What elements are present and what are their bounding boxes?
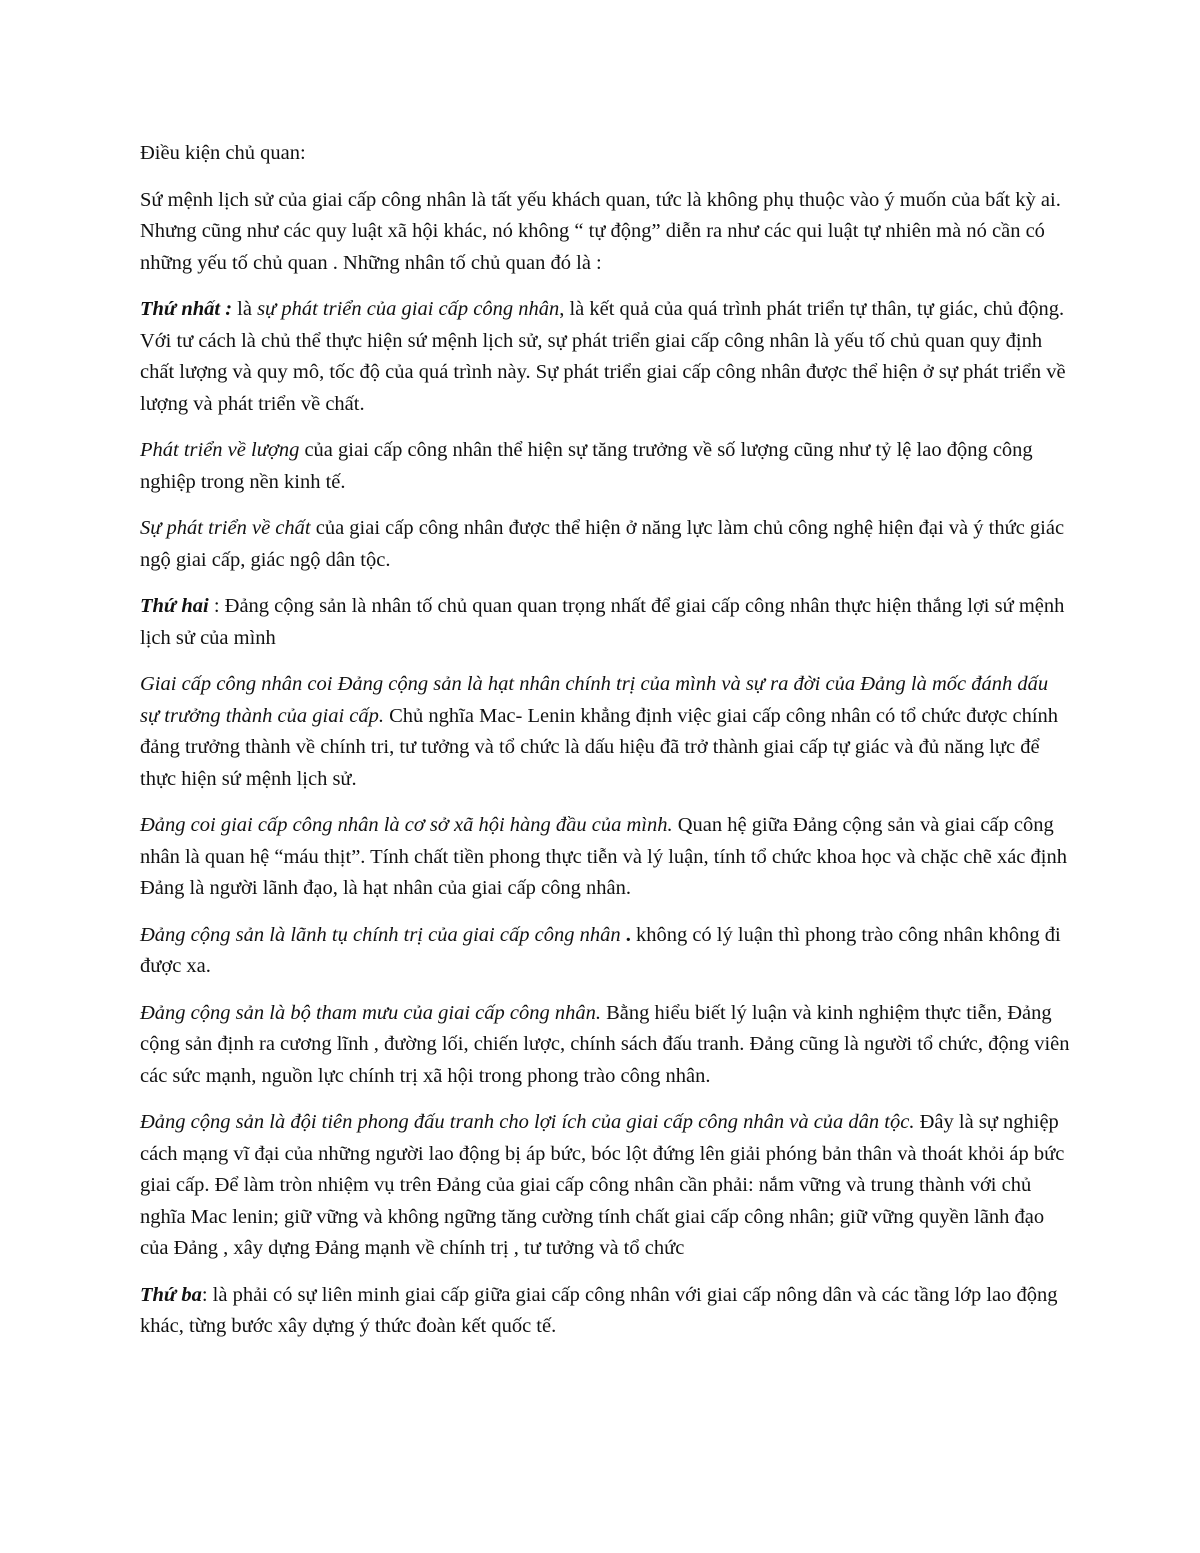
third-factor-label: Thứ ba <box>140 1283 202 1306</box>
quantity-text: của giai cấp công nhân thể hiện sự tăng trưởng về số lượng cũng như tỷ lệ lao động công nghiệp trong nền kinh tế. <box>140 439 1033 493</box>
party-leader-text: không có lý luận thì phong trào công nhân không đi được xa. <box>140 923 1061 977</box>
party-vanguard-emphasis: Đảng cộng sản là đội tiên phong đấu tranh cho lợi ích của giai cấp công nhân và của dân tộc. <box>140 1111 915 1133</box>
second-factor-text: : Đảng cộng sản là nhân tố chủ quan quan trọng nhất để giai cấp công nhân thực hiện thắng lợi sứ mệnh lịch sử của mình <box>140 595 1065 649</box>
first-factor-connector: là <box>232 298 258 320</box>
paragraph-party-social-base <box>140 810 1070 905</box>
first-factor-emphasis: sự phát triển của giai cấp công nhân <box>257 298 560 320</box>
first-factor-text: , là kết quả của quá trình phát triển tự thân, tự giác, chủ động. Với tư cách là chủ thể thực hiện sứ mệnh lịch sử, sự phát triển giai cấp công nhân là yếu tố chủ quan quy định chất lượng và quy mô, tốc độ của quá trình này. Sự phát triển giai cấp công nhân được thể hiện ở sự phát triển về lượng và phát triển về chất. <box>140 298 1066 415</box>
party-social-base-text: Quan hệ giữa Đảng cộng sản và giai cấp công nhân là quan hệ “máu thịt”. Tính chất tiền phong thực tiễn và lý luận, tính tổ chức khoa học và chặc chẽ xác định Đảng là người lãnh đạo, là hạt nhân của giai cấp công nhân. <box>140 814 1067 899</box>
paragraph-party-vanguard <box>140 1107 1070 1265</box>
intro-paragraph <box>140 185 1070 280</box>
heading-text: Điều kiện chủ quan: <box>140 142 306 164</box>
party-nucleus-emphasis: Giai cấp công nhân coi Đảng cộng sản là hạt nhân chính trị của mình và sự ra đời của Đảng là mốc đánh dấu sự trưởng thành của giai cấp. <box>140 673 1049 727</box>
paragraph-quality-development <box>140 513 1070 576</box>
party-staff-text: Bằng hiểu biết lý luận và kinh nghiệm thực tiễn, Đảng cộng sản định ra cương lĩnh , đường lối, chiến lược, chính sách đấu tranh. Đảng cũng là người tổ chức, động viên các sức mạnh, nguồn lực chính trị xã hội trong phong trào công nhân. <box>140 1001 1070 1087</box>
party-social-base-emphasis: Đảng coi giai cấp công nhân là cơ sở xã hội hàng đầu của mình. <box>140 814 673 836</box>
party-leader-dot: . <box>620 923 631 946</box>
paragraph-party-nucleus <box>140 669 1070 795</box>
third-factor-text: : là phải có sự liên minh giai cấp giữa giai cấp công nhân với giai cấp nông dân và các tầng lớp lao động khác, từng bước xây dựng ý thức đoàn kết quốc tế. <box>140 1283 1058 1337</box>
quantity-emphasis: Phát triển về lượng <box>140 439 300 461</box>
paragraph-first-factor <box>140 294 1070 420</box>
party-nucleus-text: Chủ nghĩa Mac- Lenin khẳng định việc giai cấp công nhân có tổ chức được chính đảng trưởng thành về chính tri, tư tưởng và tổ chức là dấu hiệu đã trở thành giai cấp tự giác và đủ năng lực để thực hiện sứ mệnh lịch sử. <box>140 704 1059 790</box>
second-factor-label: Thứ hai <box>140 595 209 617</box>
intro-text: Sứ mệnh lịch sử của giai cấp công nhân là tất yếu khách quan, tức là không phụ thuộc vào ý muốn của bất kỳ ai. Nhưng cũng như các quy luật xã hội khác, nó không “ tự động” diễn ra như các qui luật tự nhiên mà nó cần có những yếu tố chủ quan . Những nhân tố chủ quan đó là : <box>140 188 1061 274</box>
document-page <box>140 138 1070 1358</box>
quality-text: của giai cấp công nhân được thể hiện ở năng lực làm chủ công nghệ hiện đại và ý thức giác ngộ giai cấp, giác ngộ dân tộc. <box>140 517 1065 571</box>
party-leader-emphasis: Đảng cộng sản là lãnh tụ chính trị của giai cấp công nhân <box>140 923 621 946</box>
paragraph-quantity-development <box>140 435 1070 498</box>
section-heading <box>140 138 1070 170</box>
party-vanguard-text: Đây là sự nghiệp cách mạng vĩ đại của những người lao động bị áp bức, bóc lột đứng lên giải phóng bản thân và thoát khỏi áp bức giai cấp. Để làm tròn nhiệm vụ trên Đảng của giai cấp công nhân cần phải: nắm vững và trung thành với chủ nghĩa Mac lenin; giữ vững và không ngững tăng cường tính chất giai cấp công nhân; giữ vững quyền lãnh đạo của Đảng , xây dựng Đảng mạnh về chính trị , tư tưởng và tổ chức <box>140 1111 1065 1259</box>
party-staff-emphasis: Đảng cộng sản là bộ tham mưu của giai cấp công nhân. <box>140 1001 601 1024</box>
paragraph-party-leader <box>140 920 1070 983</box>
first-factor-label: Thứ nhất : <box>140 298 233 320</box>
quality-emphasis: Sự phát triển về chất <box>140 517 311 539</box>
paragraph-third-factor <box>140 1280 1070 1343</box>
paragraph-party-staff <box>140 998 1070 1093</box>
paragraph-second-factor <box>140 591 1070 654</box>
